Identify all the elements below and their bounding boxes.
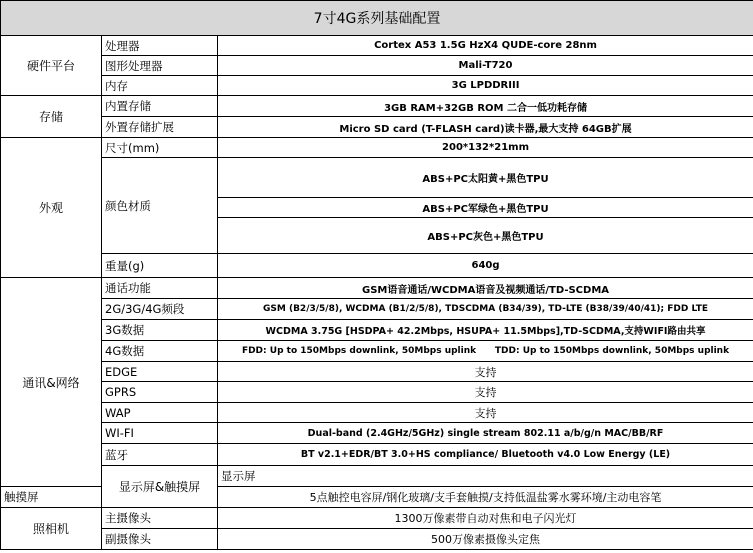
- row-label-cam-main: 主摄像头: [102, 508, 218, 529]
- row-value-bt: BT v2.1+EDR/BT 3.0+HS compliance/ Bluetooth v4.0 Low Energy (LE): [218, 444, 753, 466]
- row-value-rom: 3GB RAM+32GB ROM 二合一低功耗存储: [218, 96, 753, 117]
- table-title: 7寸4G系列基础配置: [1, 1, 753, 36]
- row-value-wap: 支持: [218, 403, 753, 423]
- table-row: [1, 320, 753, 341]
- table-row: [1, 444, 753, 466]
- row-value-cam-main: 1300万像素带自动对焦和电子闪光灯: [218, 508, 753, 529]
- row-label-call: 通话功能: [102, 278, 218, 299]
- row-label-bt: 蓝牙: [102, 444, 218, 466]
- row-value-bands: GSM (B2/3/5/8), WCDMA (B1/2/5/8), TDSCDMA (B34/39), TD-LTE (B38/39/40/41); FDD LTE: [218, 299, 753, 320]
- row-label-cam-sub: 副摄像头: [102, 529, 218, 550]
- category-comm: 通讯&网络: [1, 278, 102, 487]
- table-row: [1, 56, 753, 76]
- row-value-size: 200*132*21mm: [218, 138, 753, 158]
- row-label-wifi: WI-FI: [102, 423, 218, 444]
- row-value-ext: Micro SD card (T-FLASH card)读卡器,最大支持 64GB扩展: [218, 117, 753, 138]
- table-row: [1, 403, 753, 423]
- category-storage: 存储: [1, 96, 102, 138]
- row-label-gpu: 图形处理器: [102, 56, 218, 76]
- table-row: [1, 138, 753, 158]
- table-row: [1, 362, 753, 382]
- table-row: [1, 299, 753, 320]
- row-label-3g: 3G数据: [102, 320, 218, 341]
- table-row: [1, 508, 753, 529]
- row-value-3g: WCDMA 3.75G [HSDPA+ 42.2Mbps, HSUPA+ 11.5Mbps],TD-SCDMA,支持WIFI路由共享: [218, 320, 753, 341]
- row-value-color-1: ABS+PC太阳黄+黑色TPU: [218, 158, 753, 198]
- row-label-size: 尺寸(mm): [102, 138, 218, 158]
- category-hardware: 硬件平台: [1, 36, 102, 96]
- row-label-bands: 2G/3G/4G频段: [102, 299, 218, 320]
- row-value-edge: 支持: [218, 362, 753, 382]
- row-value-gpu: Mali-T720: [218, 56, 753, 76]
- table-row: [1, 341, 753, 362]
- table-row: [1, 423, 753, 444]
- table-row: [1, 76, 753, 96]
- category-appearance: 外观: [1, 138, 102, 278]
- row-label-4g: 4G数据: [102, 341, 218, 362]
- row-label-screen: 显示屏: [218, 466, 753, 487]
- row-label-rom: 内置存储: [102, 96, 218, 117]
- row-value-touch: 5点触控电容屏/钢化玻璃/支手套触摸/支持低温盐雾水雾环境/主动电容笔: [218, 487, 753, 508]
- row-value-call: GSM语音通话/WCDMA语音及视频通话/TD-SCDMA: [218, 278, 753, 299]
- row-label-color: 颜色材质: [102, 158, 218, 254]
- table-row: [1, 117, 753, 138]
- table-row: [1, 529, 753, 550]
- row-value-cpu: Cortex A53 1.5G HzX4 QUDE-core 28nm: [218, 36, 753, 56]
- row-value-color-3: ABS+PC灰色+黑色TPU: [218, 218, 753, 254]
- table-row: [1, 466, 753, 487]
- row-label-ext: 外置存储扩展: [102, 117, 218, 138]
- row-label-touch: 触摸屏: [1, 487, 102, 508]
- row-label-cpu: 处理器: [102, 36, 218, 56]
- table-row: [1, 158, 753, 198]
- table-row: [1, 36, 753, 56]
- row-value-wifi: Dual-band (2.4GHz/5GHz) single stream 802.11 a/b/g/n MAC/BB/RF: [218, 423, 753, 444]
- row-value-gprs: 支持: [218, 382, 753, 403]
- row-value-4g: FDD: Up to 150Mbps downlink, 50Mbps uplink TDD: Up to 150Mbps downlink, 50Mbps uplink: [218, 341, 753, 362]
- title-row: [1, 1, 753, 36]
- row-label-edge: EDGE: [102, 362, 218, 382]
- row-value-color-2: ABS+PC军绿色+黑色TPU: [218, 198, 753, 218]
- category-camera: 照相机: [1, 508, 102, 550]
- category-display: 显示屏&触摸屏: [102, 466, 218, 508]
- row-label-gprs: GPRS: [102, 382, 218, 403]
- row-label-weight: 重量(g): [102, 254, 218, 278]
- table-row: [1, 254, 753, 278]
- row-value-cam-sub: 500万像素摄像头定焦: [218, 529, 753, 550]
- table-row: [1, 278, 753, 299]
- table-row: [1, 96, 753, 117]
- table-row: [1, 382, 753, 403]
- row-label-wap: WAP: [102, 403, 218, 423]
- row-label-ram: 内存: [102, 76, 218, 96]
- row-value-weight: 640g: [218, 254, 753, 278]
- row-value-ram: 3G LPDDRIII: [218, 76, 753, 96]
